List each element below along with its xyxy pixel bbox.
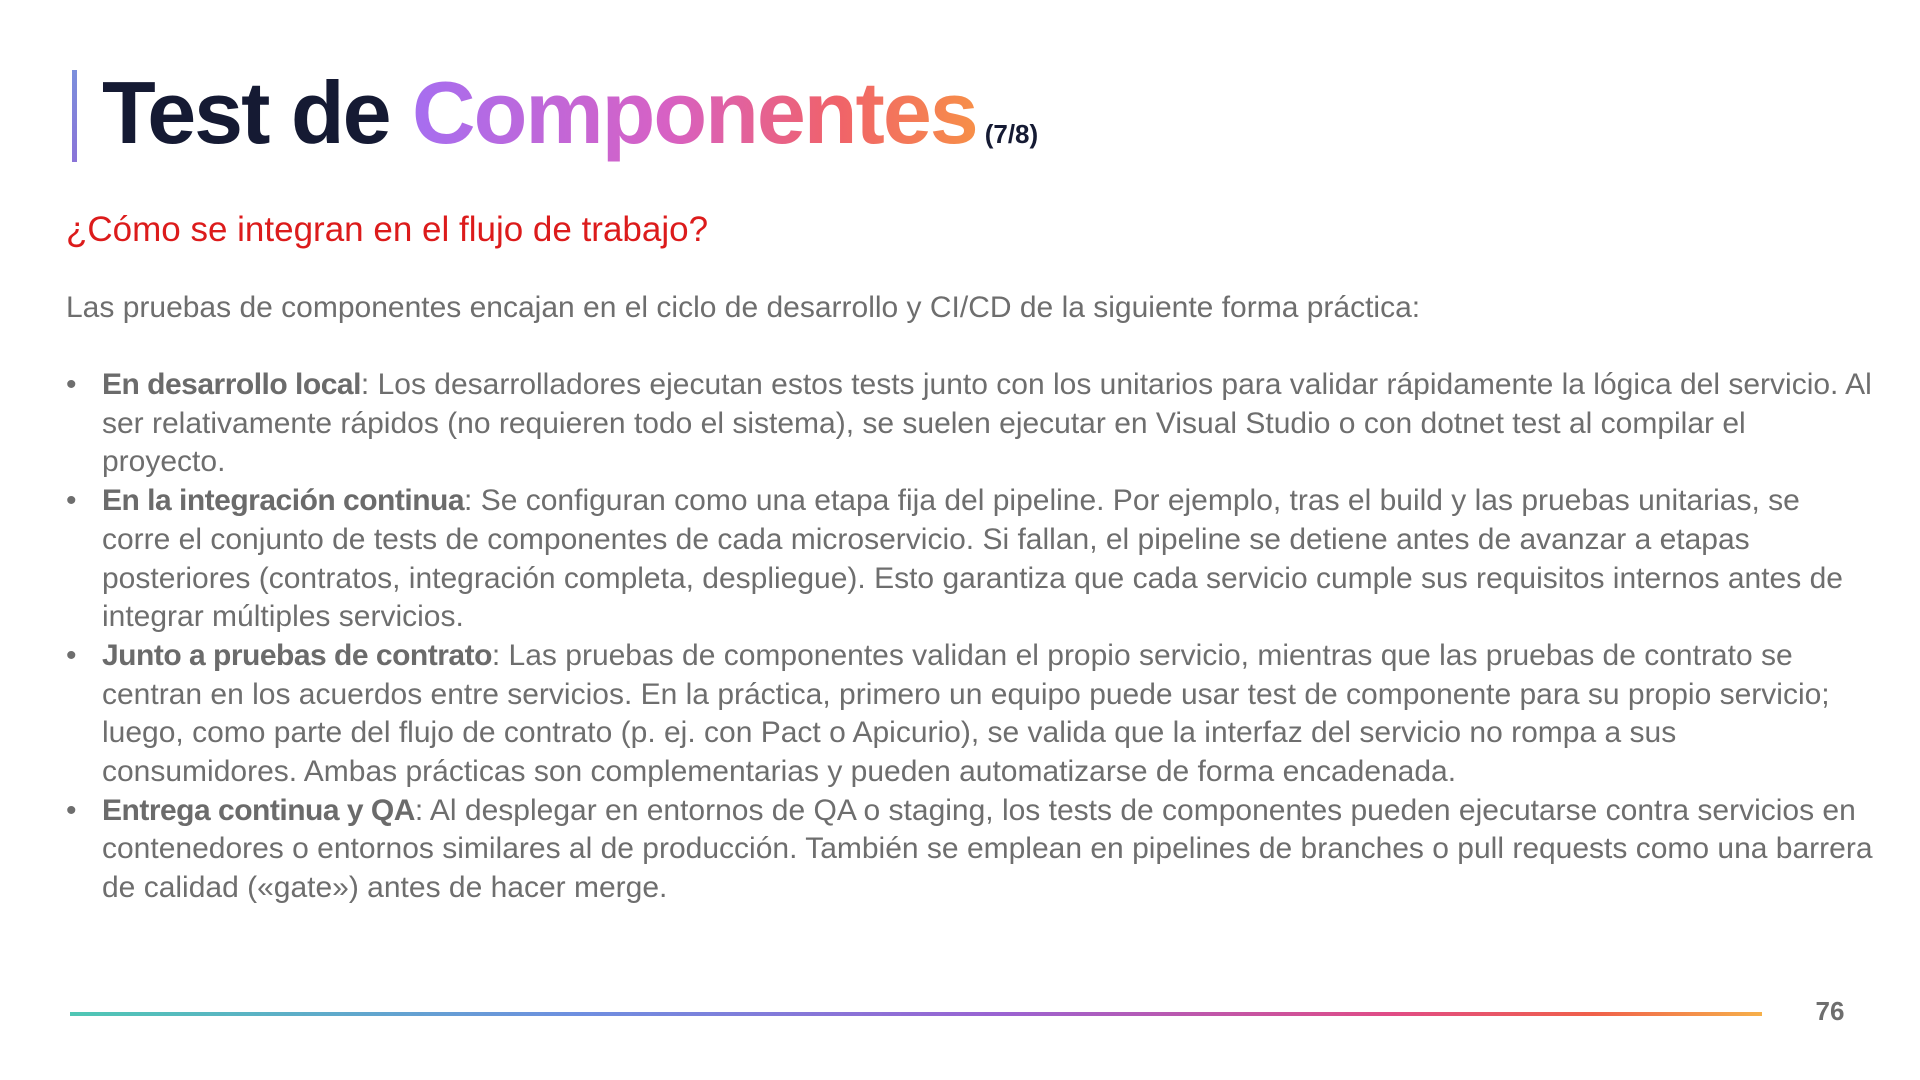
bullet-item — [66, 366, 1876, 482]
title-text: Test de — [102, 63, 413, 162]
bullet-icon: • — [66, 368, 77, 401]
bullet-icon: • — [66, 793, 77, 827]
bullet-term: En desarrollo local — [102, 368, 361, 401]
title-accent-bar — [72, 70, 77, 162]
slide-counter: (7/8) — [984, 119, 1039, 149]
section-question: ¿Cómo se integran en el flujo de trabajo? — [66, 210, 709, 249]
title-highlight: Componentes — [412, 63, 977, 162]
footer-gradient-line — [70, 1012, 1762, 1016]
bullet-term: Junto a pruebas de contrato — [102, 638, 492, 672]
bullet-icon: • — [66, 484, 77, 518]
bullet-term: Entrega continua y QA — [102, 793, 415, 827]
bullet-icon: • — [66, 638, 77, 672]
bullet-text: : Al desplegar en entornos de QA o staging, los tests de componentes pueden ejecutarse contra servicios en contenedores o entornos similares al de producción. También se emplean en pipelines de branches o pull requests como una barrera de calidad («gate») antes de hacer merge. — [102, 793, 1873, 905]
bullet-item — [66, 482, 1876, 637]
bullet-list — [66, 366, 1876, 908]
bullet-term: En la integración continua — [102, 484, 465, 518]
page-number: 76 — [1815, 996, 1845, 1026]
bullet-text: : Se configuran como una etapa fija del pipeline. Por ejemplo, tras el build y las pruebas unitarias, se corre el conjunto de tests de componentes de cada microservicio. Si fallan, el pipeline se detiene antes de avanzar a etapas posteriores (contratos, integración completa, despliegue). Esto garantiza que cada servicio cumple sus requisitos internos antes de integrar múltiples servicios. — [102, 484, 1843, 634]
bullet-text: : Las pruebas de componentes validan el propio servicio, mientras que las pruebas de contrato se centran en los acuerdos entre servicios. En la práctica, primero un equipo puede usar test de componente para su propio servicio; luego, como parte del flujo de contrato (p. ej. con Pact o Apicurio), se valida que la interfaz del servicio no rompa a sus consumidores. Ambas prácticas son complementarias y pueden automatizarse de forma encadenada. — [102, 638, 1830, 789]
bullet-text: : Los desarrolladores ejecutan estos tests junto con los unitarios para validar rápidamente la lógica del servicio. Al ser relativamente rápidos (no requieren todo el sistema), se suelen ejecutar en Visual Studio o con dotnet test al compilar el proyecto. — [102, 368, 1872, 479]
slide-title — [102, 58, 1038, 189]
bullet-item — [66, 637, 1876, 792]
intro-paragraph: Las pruebas de componentes encajan en el ciclo de desarrollo y CI/CD de la siguiente forma práctica: — [66, 291, 1421, 324]
bullet-item — [66, 792, 1876, 908]
